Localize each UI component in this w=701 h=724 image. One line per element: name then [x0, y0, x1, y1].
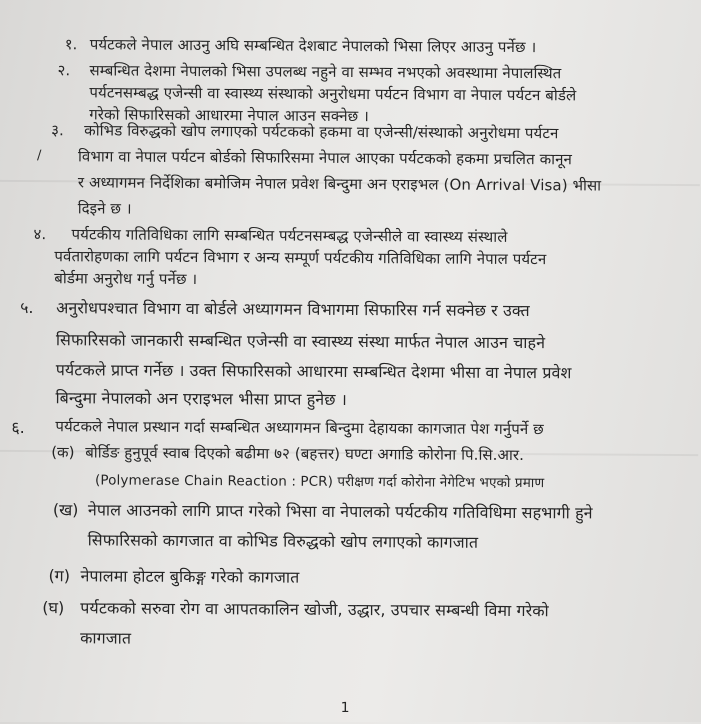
subitem-text-line: (Polymerase Chain Reaction : PCR) परीक्षण गर्दा कोरोना नेगेटिभ भएको प्रमाण — [95, 472, 545, 492]
item-number: ६. — [11, 417, 25, 438]
subitem-label: (ग) — [48, 566, 71, 586]
subitem-text-line: कागजात — [80, 628, 132, 648]
subitem-label: (ख) — [52, 500, 79, 520]
item-text-line: बिन्दुमा नेपालको अन एराइभल भीसा प्राप्त हुनेछ । — [55, 388, 348, 409]
item-text-line: बोर्डमा अनुरोध गर्नु पर्नेछ । — [54, 269, 198, 289]
item-text-line: पर्यटकले प्राप्त गर्नेछ । उक्त सिफारिसको आधारमा सम्बन्धित देशमा भीसा वा नेपाल प्रवेश — [55, 360, 572, 383]
subitem-text-line: पर्यटकको सरुवा रोग वा आपतकालिन खोजी, उद्धार, उपचार सम्बन्धी विमा गरेको — [80, 598, 549, 621]
item-text-line: सिफारिसको जानकारी सम्बन्धित एजेन्सी वा स्वास्थ्य संस्था मार्फत नेपाल आउन चाहने — [55, 330, 546, 353]
item-text-line: विभाग वा नेपाल पर्यटन बोर्डको सिफारिसमा नेपाल आएका पर्यटकको हकमा प्रचलित कानून — [77, 147, 573, 169]
item-number: २. — [57, 61, 71, 80]
item-number: ५. — [20, 297, 34, 318]
item-text-line: कोभिड विरुद्धको खोप लगाएको पर्यटकको हकमा वा एजेन्सी/संस्थाको अनुरोधमा पर्यटन — [84, 121, 559, 143]
item-number: ४. — [33, 225, 47, 244]
subitem-text-line: नेपाल आउनको लागि प्राप्त गरेको भिसा वा नेपालको पर्यटकीय गतिविधिमा सहभागी हुने — [87, 500, 593, 523]
subitem-text-line: बोर्डिङ हुनुपूर्व स्वाब दिएको बढीमा ७२ (बहत्तर) घण्टा अगाडि कोरोना पि.सि.आर. — [85, 443, 525, 465]
item-text-line: पर्यटकले नेपाल आउनु अघि सम्बन्धित देशबाट नेपालको भिसा लिएर आउनु पर्नेछ । — [89, 35, 537, 57]
item-text-line: र अध्यागमन निर्देशिका बमोजिम नेपाल प्रवेश बिन्दुमा अन एराइभल (On Arrival Visa) भीसा — [77, 173, 602, 195]
stray-mark: / — [36, 148, 42, 164]
item-text-line: दिइने छ । — [77, 199, 132, 218]
item-text-line: गरेको सिफारिसको आधारमा नेपाल आउन सक्नेछ । — [89, 105, 369, 126]
item-text-line: पर्वतारोहणका लागि पर्यटन विभाग र अन्य सम्पूर्ण पर्यटकीय गतिविधिका लागि नेपाल पर्यटन — [54, 247, 547, 269]
item-number: ३. — [51, 121, 64, 140]
item-text-line: पर्यटकले नेपाल प्रस्थान गर्दा सम्बन्धित अध्यागमन बिन्दुमा देहायका कागजात पेश गर्नुपर्ने छ — [55, 417, 544, 439]
item-number: १. — [64, 35, 78, 54]
item-text-line: अनुरोधपश्चात विभाग वा बोर्डले अध्यागमन विभागमा सिफारिस गर्न सक्नेछ र उक्त — [56, 298, 530, 321]
subitem-text-line: नेपालमा होटल बुकिङ्ग गरेको कागजात — [80, 566, 300, 587]
item-text-line: पर्यटनसम्बद्ध एजेन्सी वा स्वास्थ्य संस्थाको अनुरोधमा पर्यटन विभाग वा नेपाल पर्यटन बोर्डले — [89, 83, 577, 105]
subitem-label: (क) — [51, 443, 75, 462]
item-text-line: पर्यटकीय गतिविधिका लागि सम्बन्धित पर्यटनसम्बद्ध एजेन्सीले वा स्वास्थ्य संस्थाले — [71, 225, 508, 246]
subitem-label: (घ) — [42, 598, 65, 618]
page-number: 1 — [340, 699, 350, 717]
item-text-line: सम्बन्धित देशमा नेपालको भिसा उपलब्ध नहुने वा सम्भव नभएको अवस्थामा नेपालस्थित — [89, 61, 562, 83]
subitem-text-line: सिफारिसको कागजात वा कोभिड विरुद्धको खोप लगाएको कागजात — [87, 530, 479, 552]
